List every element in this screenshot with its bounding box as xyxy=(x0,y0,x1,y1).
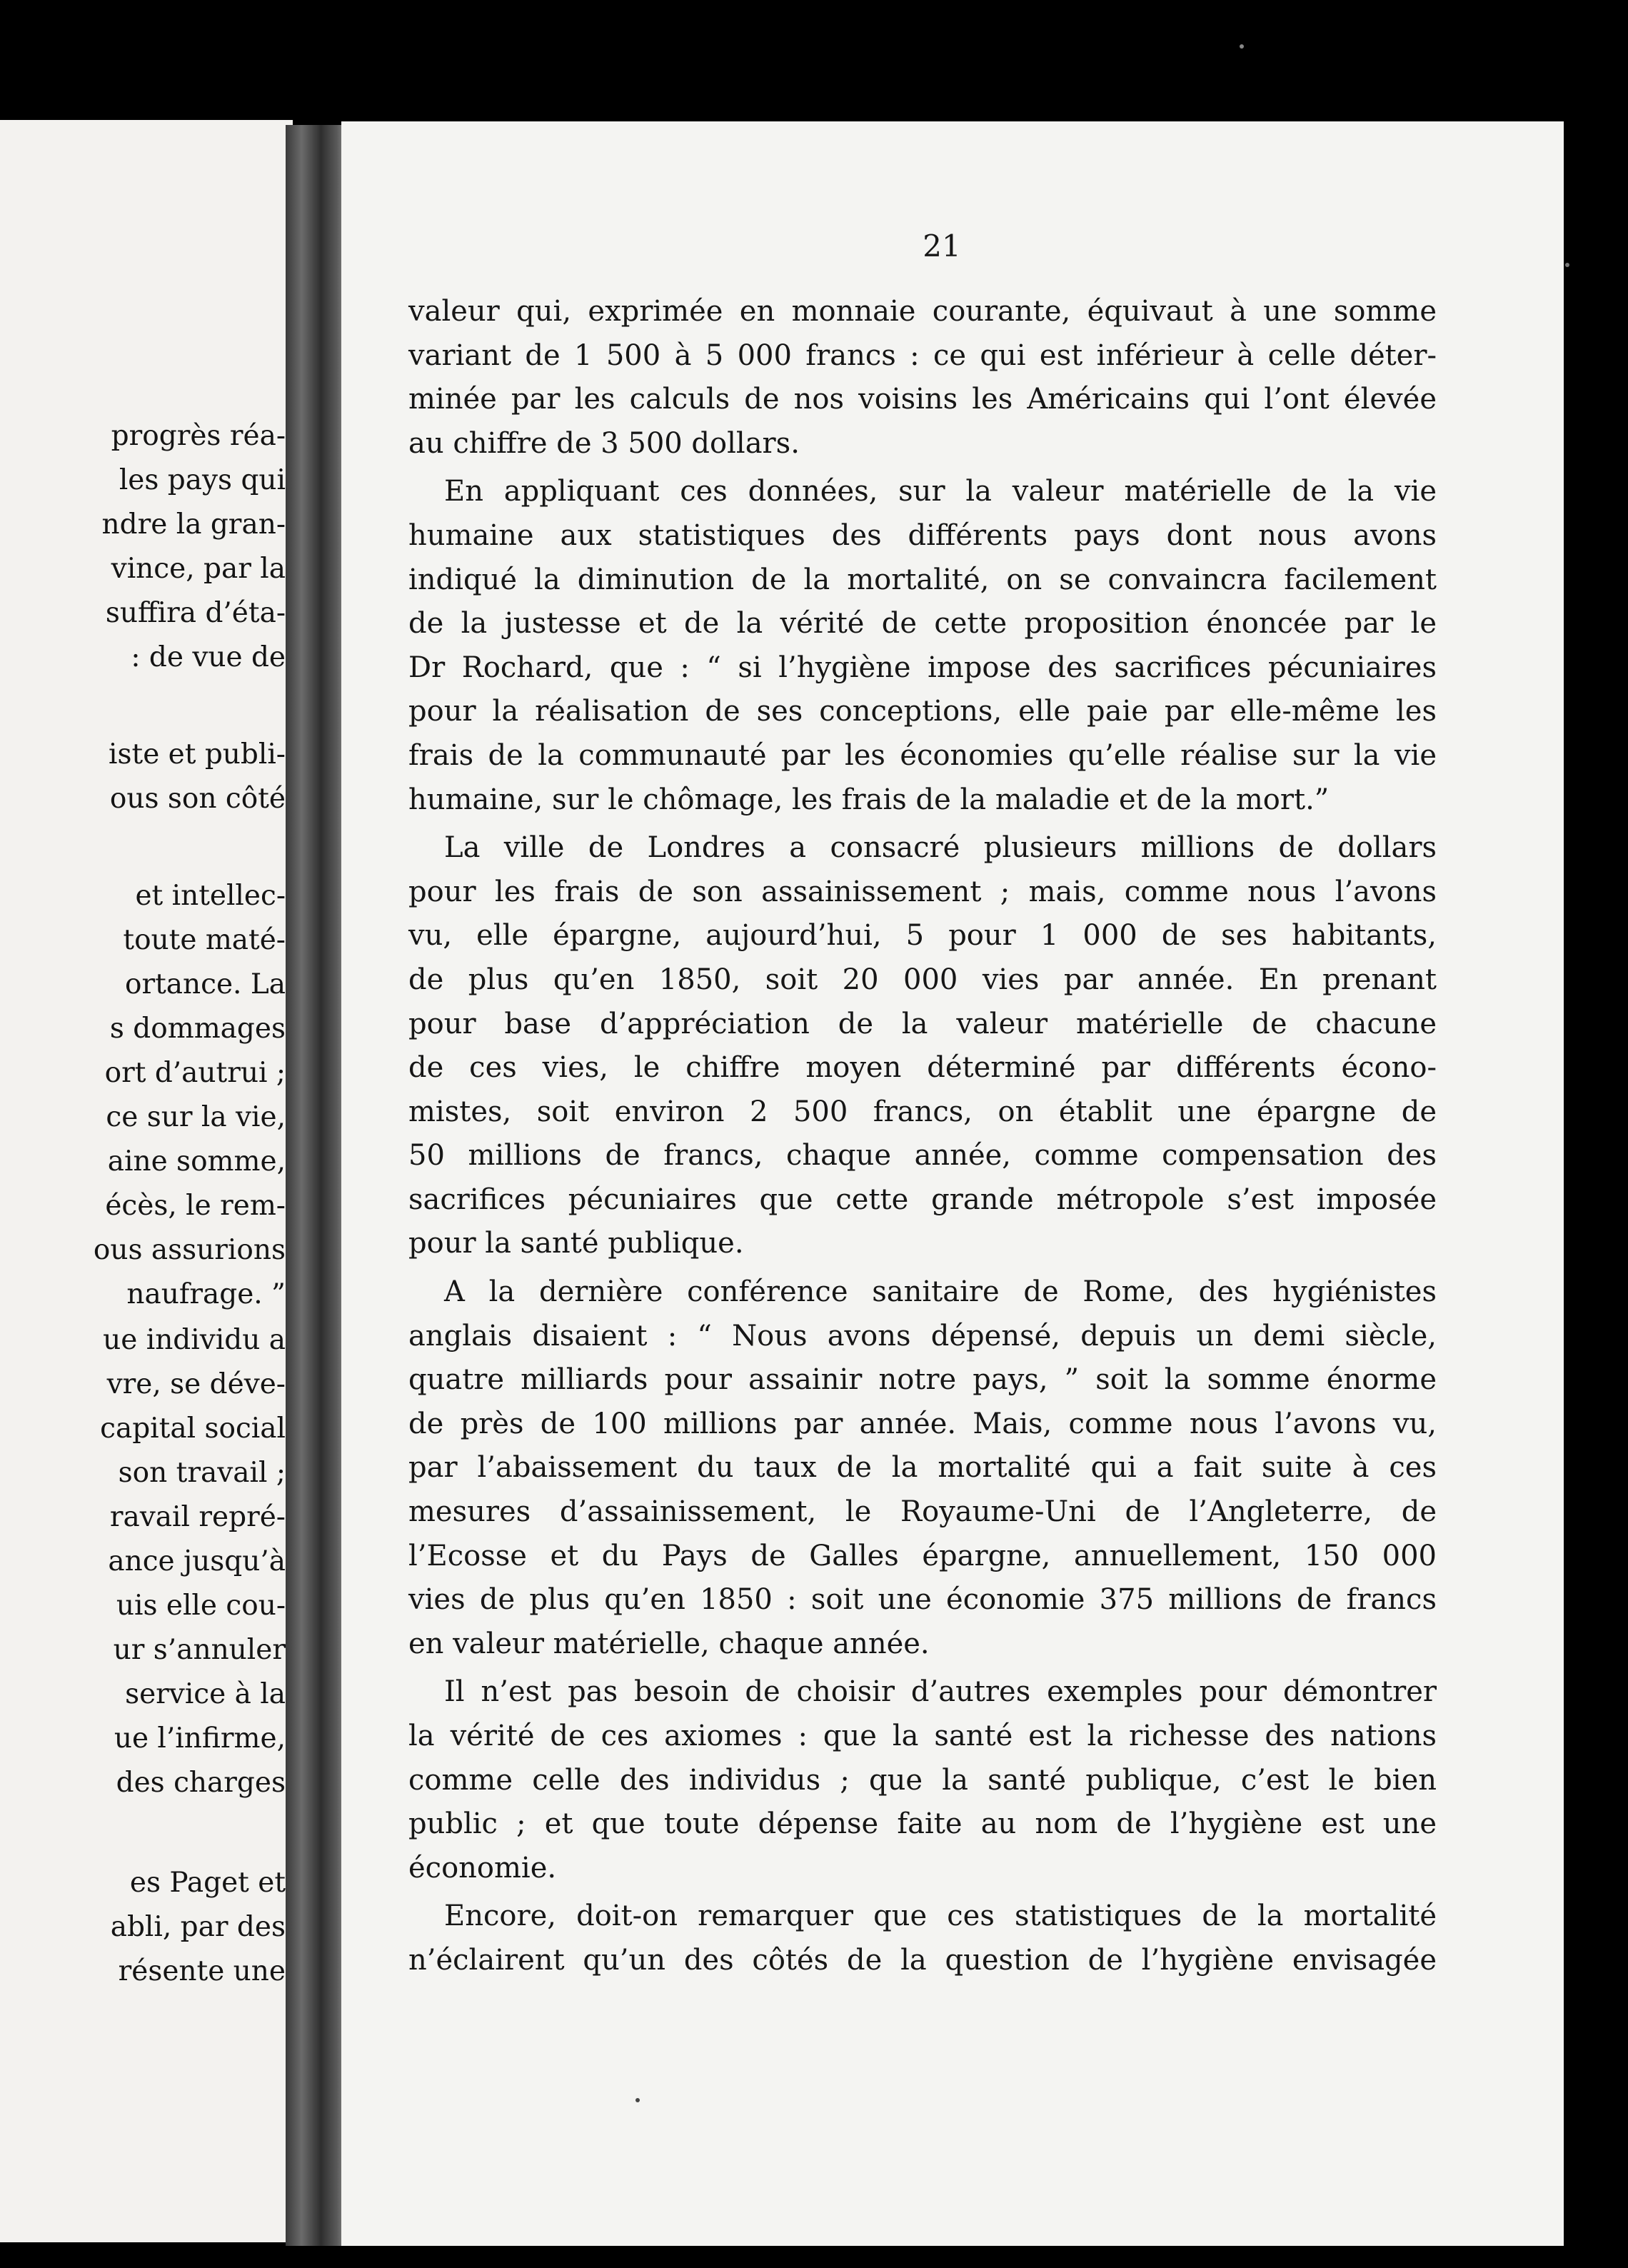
left-page-line: ortance. La xyxy=(124,968,286,1000)
left-page-line: s dommages xyxy=(109,1013,286,1045)
left-page xyxy=(0,120,293,2242)
scan-speck xyxy=(635,2098,640,2102)
left-page-line: ous assurions xyxy=(93,1234,286,1266)
text-line: vies de plus qu’en 1850 : soit une économie 375 millions de francs xyxy=(408,1583,1437,1617)
text-line: au chiffre de 3 500 dollars. xyxy=(408,426,800,460)
text-line: Dr Rochard, que : “ si l’hygiène impose des sacrifices pécuniaires xyxy=(408,651,1437,684)
left-page-line: ur s’annuler xyxy=(113,1634,286,1666)
left-page-line: ce sur la vie, xyxy=(106,1101,286,1133)
left-page-line: résente une xyxy=(118,1955,286,1987)
left-page-line: vince, par la xyxy=(111,553,286,585)
text-line: pour base d’appréciation de la valeur matérielle de chacune xyxy=(408,1007,1437,1040)
text-line: La ville de Londres a consacré plusieurs millions de dollars xyxy=(444,831,1437,865)
left-page-line: ndre la gran- xyxy=(101,508,286,541)
text-line: quatre milliards pour assainir notre pays, ” soit la somme énorme xyxy=(408,1363,1437,1397)
text-line: pour les frais de son assainissement ; mais, comme nous l’avons xyxy=(408,875,1437,908)
left-page-line: des charges xyxy=(116,1767,286,1799)
left-page-line: ous son côté xyxy=(109,783,286,815)
page-number: 21 xyxy=(923,229,961,264)
left-page-line: es Paget et xyxy=(129,1867,286,1899)
left-page-line: aine somme, xyxy=(107,1145,286,1178)
text-line: En appliquant ces données, sur la valeur matérielle de la vie xyxy=(444,475,1437,508)
text-line: valeur qui, exprimée en monnaie courante, équivaut à une somme xyxy=(408,295,1437,328)
text-line: A la dernière conférence sanitaire de Rome, des hygiénistes xyxy=(444,1275,1437,1309)
text-line: n’éclairent qu’un des côtés de la question de l’hygiène envisagée xyxy=(408,1943,1437,1977)
text-line: en valeur matérielle, chaque année. xyxy=(408,1627,930,1660)
left-page-line: ort d’autrui ; xyxy=(104,1057,286,1089)
text-line: de près de 100 millions par année. Mais, comme nous l’avons vu, xyxy=(408,1407,1437,1440)
text-line: public ; et que toute dépense faite au nom de l’hygiène est une xyxy=(408,1807,1437,1841)
left-page-line: uis elle cou- xyxy=(116,1590,286,1622)
text-line: indiqué la diminution de la mortalité, on se convaincra facilement xyxy=(408,563,1437,596)
left-page-line: progrès réa- xyxy=(111,420,286,452)
left-page-line: suffira d’éta- xyxy=(105,597,286,629)
binding-gutter xyxy=(286,125,350,2246)
main-page xyxy=(341,121,1564,2246)
text-line: 50 millions de francs, chaque année, comme compensation des xyxy=(408,1139,1437,1173)
left-page-line: toute maté- xyxy=(123,924,286,956)
text-line: sacrifices pécuniaires que cette grande métropole s’est imposée xyxy=(408,1183,1437,1216)
body-text xyxy=(408,290,1437,1983)
text-line: de ces vies, le chiffre moyen déterminé par différents écono- xyxy=(408,1051,1437,1085)
left-page-line: vre, se déve- xyxy=(106,1368,286,1400)
text-line: économie. xyxy=(408,1851,557,1885)
text-line: vu, elle épargne, aujourd’hui, 5 pour 1 000 de ses habitants, xyxy=(408,919,1437,953)
left-page-line: capital social xyxy=(100,1413,286,1445)
text-line: humaine, sur le chômage, les frais de la maladie et de la mort.” xyxy=(408,783,1330,816)
text-line: minée par les calculs de nos voisins les Américains qui l’ont élevée xyxy=(408,383,1437,416)
text-line: pour la santé publique. xyxy=(408,1227,744,1260)
left-page-line: ance jusqu’à xyxy=(108,1545,286,1577)
text-line: mistes, soit environ 2 500 francs, on établit une épargne de xyxy=(408,1095,1437,1128)
text-line: Encore, doit-on remarquer que ces statistiques de la mortalité xyxy=(444,1900,1437,1933)
left-page-line: et intellec- xyxy=(135,880,286,912)
left-page-line: service à la xyxy=(125,1678,286,1710)
text-line: pour la réalisation de ses conceptions, elle paie par elle-même les xyxy=(408,695,1437,728)
left-page-line: abli, par des xyxy=(110,1911,286,1943)
text-line: la vérité de ces axiomes : que la santé est la richesse des nations xyxy=(408,1720,1437,1752)
left-page-line: ravail repré- xyxy=(109,1501,286,1533)
left-page-line: naufrage. ” xyxy=(126,1278,286,1310)
text-line: par l’abaissement du taux de la mortalité qui a fait suite à ces xyxy=(408,1451,1437,1485)
text-line: variant de 1 500 à 5 000 francs : ce qui est inférieur à celle déter- xyxy=(408,338,1437,372)
text-line: Il n’est pas besoin de choisir d’autres exemples pour démontrer xyxy=(444,1675,1437,1709)
scan-speck xyxy=(1565,263,1569,267)
text-line: anglais disaient : “ Nous avons dépensé, depuis un demi siècle, xyxy=(408,1319,1437,1353)
left-page-line: ue l’infirme, xyxy=(114,1722,286,1755)
text-line: humaine aux statistiques des différents pays dont nous avons xyxy=(408,518,1437,552)
left-page-line: les pays qui xyxy=(119,464,286,496)
scan-speck xyxy=(1240,44,1244,49)
left-page-line: : de vue de xyxy=(131,641,286,673)
text-line: l’Ecosse et du Pays de Galles épargne, annuellement, 150 000 xyxy=(408,1539,1437,1572)
text-line: mesures d’assainissement, le Royaume-Uni de l’Angleterre, de xyxy=(408,1495,1437,1529)
text-line: frais de la communauté par les économies qu’elle réalise sur la vie xyxy=(408,738,1437,772)
left-page-line: écès, le rem- xyxy=(105,1190,286,1222)
left-page-line: iste et publi- xyxy=(109,738,286,771)
text-line: comme celle des individus ; que la santé publique, c’est le bien xyxy=(408,1763,1437,1797)
text-line: de plus qu’en 1850, soit 20 000 vies par année. En prenant xyxy=(408,963,1437,996)
left-page-line: son travail ; xyxy=(118,1457,286,1489)
left-page-line: ue individu a xyxy=(103,1324,286,1356)
text-line: de la justesse et de la vérité de cette proposition énoncée par le xyxy=(408,607,1437,641)
